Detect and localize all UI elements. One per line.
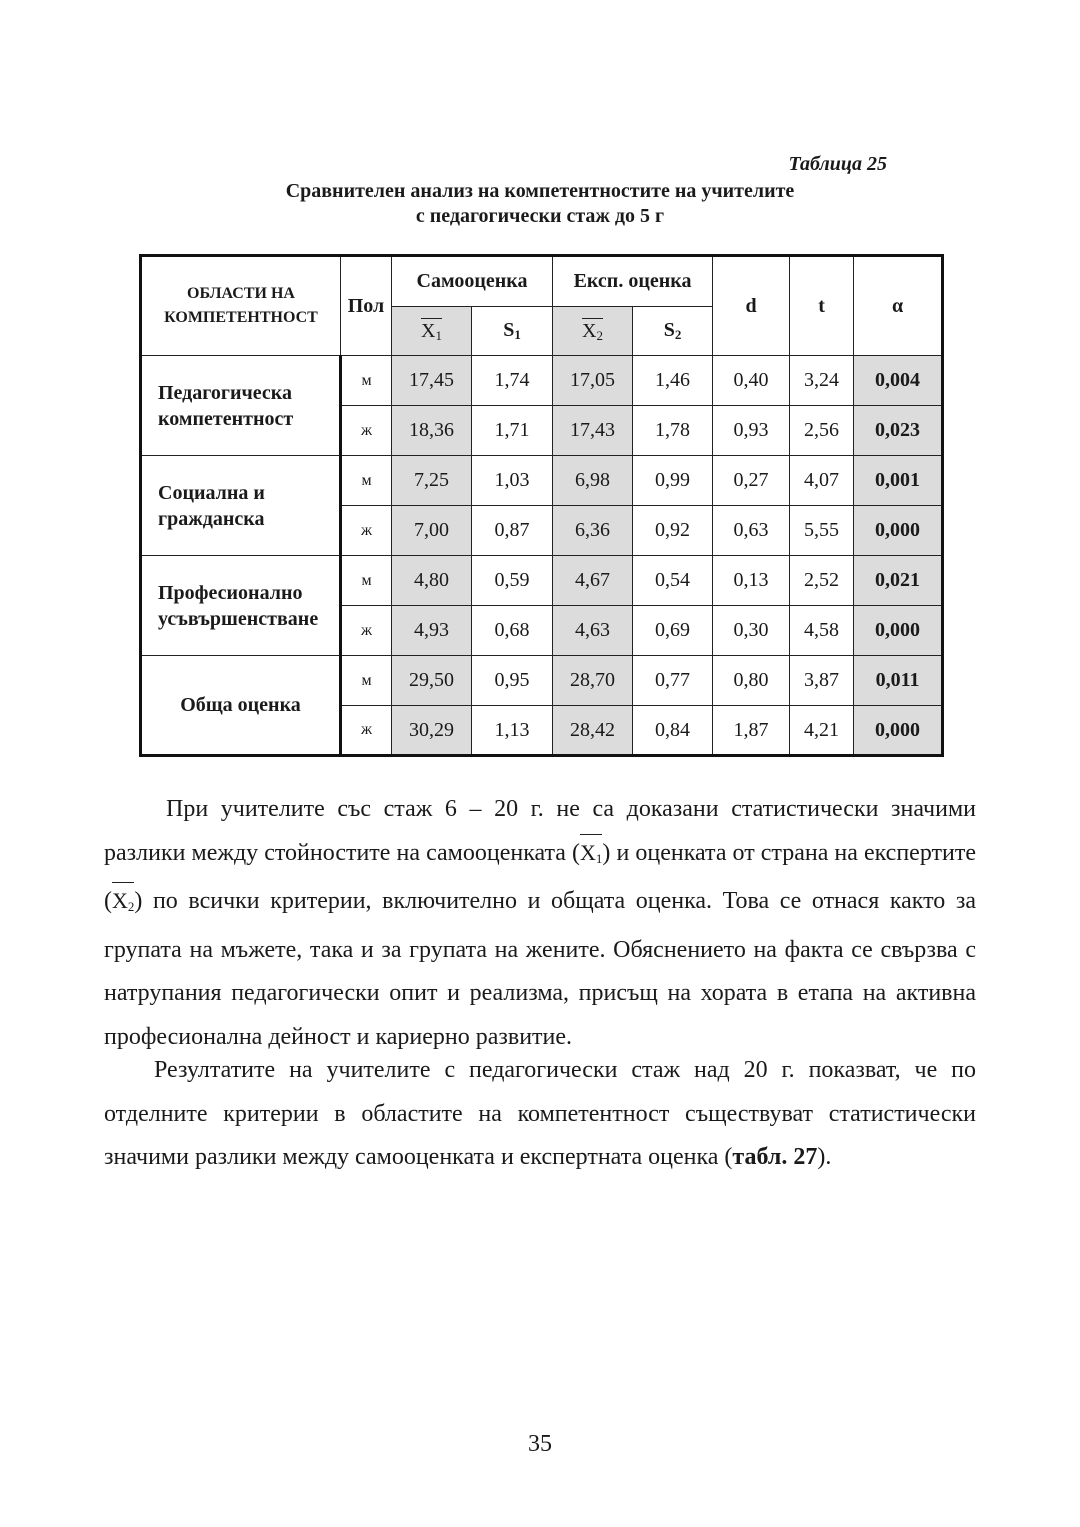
alpha-cell: 0,023 bbox=[854, 406, 943, 456]
area-label bbox=[141, 556, 341, 656]
table-row bbox=[141, 656, 943, 706]
header-area: ОБЛАСТИ НА КОМПЕТЕНТНОСТ bbox=[141, 256, 341, 356]
table-body bbox=[141, 356, 943, 756]
header-t: t bbox=[790, 256, 854, 356]
table-title bbox=[0, 179, 1080, 229]
table-title-line-2: с педагогически стаж до 5 г bbox=[415, 205, 665, 227]
s2-cell: 0,92 bbox=[633, 506, 713, 556]
table-number: Таблица 25 bbox=[788, 153, 887, 175]
table-title-line-1: Сравнителен анализ на компетентностите на учителите bbox=[285, 180, 795, 202]
header-expert-assessment: Експ. оценка bbox=[553, 256, 713, 307]
d-cell: 0,27 bbox=[713, 456, 790, 506]
gender-cell: м bbox=[341, 456, 392, 506]
paragraph-1: При учителите със стаж 6 – 20 г. не са доказани статистически значими разлики между стойностите на самооценката ( $X_1$) и оценката от страна на експертите ( $X_2$) по всички критерии, включително и общата оценка. Това се отнася както за групата на мъжете, така и за групата на жените. Обяснението на факта се свързва с натрупания педагогически опит и реализма, присъщ на хората в етапа на активна професионална дейност и кариерно развитие. bbox=[104, 796, 976, 1050]
area-label-line-2: гражданска bbox=[158, 507, 265, 530]
gender-cell: м bbox=[341, 556, 392, 606]
x2-cell: 17,43 bbox=[553, 406, 633, 456]
t-cell: 5,55 bbox=[790, 506, 854, 556]
s1-cell: 1,03 bbox=[472, 456, 553, 506]
s1-cell: 1,13 bbox=[472, 706, 553, 756]
table-reference: табл. 27 bbox=[732, 1144, 818, 1170]
gender-cell: ж bbox=[341, 406, 392, 456]
s1-cell: 0,87 bbox=[472, 506, 553, 556]
x1-cell: 17,45 bbox=[392, 356, 472, 406]
x2-cell: 4,67 bbox=[553, 556, 633, 606]
gender-cell: ж bbox=[341, 606, 392, 656]
d-cell: 0,13 bbox=[713, 556, 790, 606]
t-cell: 4,21 bbox=[790, 706, 854, 756]
s2-cell: 0,69 bbox=[633, 606, 713, 656]
header-d: d bbox=[713, 256, 790, 356]
area-label bbox=[141, 456, 341, 556]
d-cell: 0,40 bbox=[713, 356, 790, 406]
s2-cell: 1,78 bbox=[633, 406, 713, 456]
gender-cell: м bbox=[341, 356, 392, 406]
t-cell: 4,58 bbox=[790, 606, 854, 656]
paragraph-2: Резултатите на учителите с педагогически стаж над 20 г. показват, че по отделните критерии в областите на компетентност съществуват статистически значими разлики между самооценката и експертната оценка (табл. 27). bbox=[104, 1057, 976, 1170]
s1-cell: 1,74 bbox=[472, 356, 553, 406]
header-gender: Пол bbox=[341, 256, 392, 356]
x2-cell: 17,05 bbox=[553, 356, 633, 406]
area-label-line-2: усъвършенстване bbox=[158, 607, 319, 630]
d-cell: 0,93 bbox=[713, 406, 790, 456]
x2-cell: 28,42 bbox=[553, 706, 633, 756]
d-cell: 0,80 bbox=[713, 656, 790, 706]
area-label-line-2: компетентност bbox=[158, 407, 294, 430]
header-s2: $S_2$ bbox=[633, 307, 713, 356]
d-cell: 0,30 bbox=[713, 606, 790, 656]
table-row bbox=[141, 456, 943, 506]
x2-cell: 6,36 bbox=[553, 506, 633, 556]
gender-cell: м bbox=[341, 656, 392, 706]
area-label bbox=[141, 356, 341, 456]
gender-cell: ж bbox=[341, 706, 392, 756]
d-cell: 0,63 bbox=[713, 506, 790, 556]
alpha-cell: 0,021 bbox=[854, 556, 943, 606]
x1-cell: 29,50 bbox=[392, 656, 472, 706]
table-row bbox=[141, 356, 943, 406]
header-x1: $X_1$ bbox=[392, 307, 472, 356]
symbol-x1: $X_1$ bbox=[580, 834, 602, 881]
t-cell: 2,56 bbox=[790, 406, 854, 456]
area-label-line-1: Професионално bbox=[158, 581, 303, 604]
s1-cell: 0,95 bbox=[472, 656, 553, 706]
s2-cell: 0,77 bbox=[633, 656, 713, 706]
s1-cell: 1,71 bbox=[472, 406, 553, 456]
area-label bbox=[141, 656, 341, 756]
x2-cell: 28,70 bbox=[553, 656, 633, 706]
header-self-assessment: Самооценка bbox=[392, 256, 553, 307]
alpha-cell: 0,011 bbox=[854, 656, 943, 706]
t-cell: 2,52 bbox=[790, 556, 854, 606]
alpha-cell: 0,001 bbox=[854, 456, 943, 506]
x1-cell: 4,80 bbox=[392, 556, 472, 606]
x1-cell: 7,25 bbox=[392, 456, 472, 506]
s2-cell: 1,46 bbox=[633, 356, 713, 406]
alpha-cell: 0,004 bbox=[854, 356, 943, 406]
competence-table bbox=[139, 254, 944, 757]
t-cell: 4,07 bbox=[790, 456, 854, 506]
x1-cell: 18,36 bbox=[392, 406, 472, 456]
gender-cell: ж bbox=[341, 506, 392, 556]
area-label-line-1: Социална и bbox=[158, 481, 265, 504]
d-cell: 1,87 bbox=[713, 706, 790, 756]
x1-cell: 7,00 bbox=[392, 506, 472, 556]
s2-cell: 0,54 bbox=[633, 556, 713, 606]
x2-cell: 4,63 bbox=[553, 606, 633, 656]
t-cell: 3,24 bbox=[790, 356, 854, 406]
t-cell: 3,87 bbox=[790, 656, 854, 706]
s1-cell: 0,68 bbox=[472, 606, 553, 656]
symbol-x2: $X_2$ bbox=[112, 882, 134, 929]
area-label-line-1: Обща оценка bbox=[180, 694, 301, 716]
s2-cell: 0,99 bbox=[633, 456, 713, 506]
header-x2: $X_2$ bbox=[553, 307, 633, 356]
alpha-cell: 0,000 bbox=[854, 706, 943, 756]
header-s1: $S_1$ bbox=[472, 307, 553, 356]
header-alpha: α bbox=[854, 256, 943, 356]
x1-cell: 4,93 bbox=[392, 606, 472, 656]
area-label-line-1: Педагогическа bbox=[158, 381, 292, 404]
alpha-cell: 0,000 bbox=[854, 606, 943, 656]
x1-cell: 30,29 bbox=[392, 706, 472, 756]
x2-cell: 6,98 bbox=[553, 456, 633, 506]
table-row bbox=[141, 556, 943, 606]
page-number: 35 bbox=[528, 1431, 552, 1457]
s2-cell: 0,84 bbox=[633, 706, 713, 756]
s1-cell: 0,59 bbox=[472, 556, 553, 606]
alpha-cell: 0,000 bbox=[854, 506, 943, 556]
